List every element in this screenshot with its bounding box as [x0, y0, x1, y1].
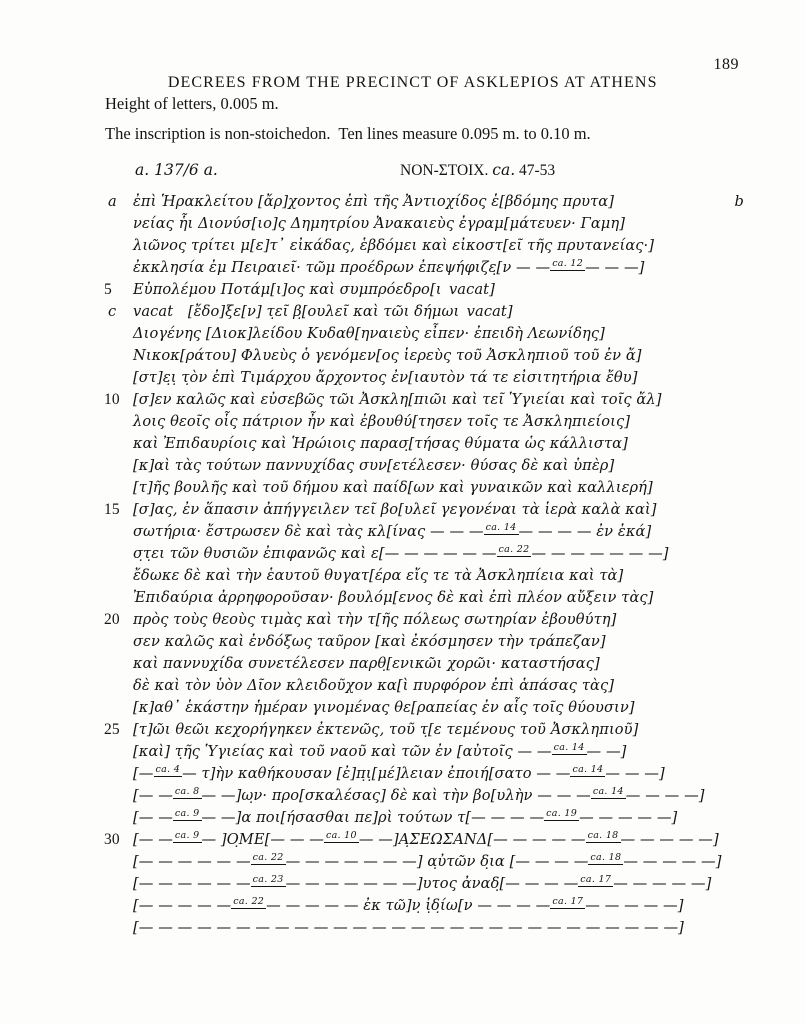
line-text: σωτήρια· ἔστρωσεν δὲ καὶ τὰς κλ[ίνας — — — ca. 14 — — — — ἐν ἑκά]	[133, 522, 652, 540]
lacuna-size-annotation: ca. 19	[546, 808, 578, 819]
lacuna-size-annotation: ca. 9	[174, 808, 200, 819]
line-text: [τ]ῶι θεῶι κεχορήγηκεν ἐκτενῶς, τοῦ τ̣[ε τεμένους τοῦ Ἀσκληπιοῦ]	[133, 721, 639, 738]
stoich-prefix: ΝΟΝ-ΣΤΟΙΧ.	[400, 162, 493, 179]
line-text: [σ]εν καλῶς καὶ εὐσεβῶς τῶι Ἀσκλη[πιῶι καὶ τεῖ Ὑγιείαι καὶ τοῖς ἄλ]	[133, 391, 662, 408]
line-margin-label: c	[108, 303, 117, 320]
line-text: [σ]ας, ἐν ἅπασιν ἀπήγγειλεν τεῖ βο[υλεῖ γεγονέναι τὰ ἱερὰ καλὰ καὶ]	[133, 501, 657, 518]
line-text: λοις θεοῖς οἷς πάτριον ἦν καὶ ἐβουθύ[τησεν τοῖς τε Ἀσκληπιείοις]	[133, 413, 631, 430]
lacuna-size-annotation: ca. 14	[485, 522, 517, 533]
inscription-line	[100, 257, 746, 279]
inscription-line	[100, 367, 746, 389]
lacuna-size-annotation: ca. 18	[587, 830, 619, 841]
inscription-line	[100, 851, 746, 873]
line-text: [— — — — — — — — — — — — — — — — — — — — — — — — — — — —]	[133, 919, 684, 936]
inscription-line	[100, 477, 746, 499]
line-text: vacat [ἔδο]ξε[ν] τ̣εῖ β̣[ουλεῖ καὶ τῶι δήμωι vacat]	[133, 303, 513, 320]
line-text: Εὐπολέμου Ποτάμ[ι]ος καὶ συμπρόεδρο[ι vacat]	[133, 281, 495, 298]
line-text: [— — ca. 9 — —]α ποι[ήσασθαι πε]ρὶ τούτων τ[— — — — ca. 19 — — — — —]	[133, 808, 678, 826]
line-margin-label: a	[108, 193, 117, 210]
line-text: [— — — — — — ca. 22 — — — — — — —] α̣ὐτῶν δ̣ια [— — — — ca. 18 — — — — —]	[133, 852, 722, 870]
line-text: νείας ἧι Διονύσ[ιο]ς Δημητρίου Ἀνακαιεὺς ἐγραμ[μάτευεν· Γαμη]	[133, 215, 626, 232]
line-number: 25	[104, 721, 120, 738]
inscription-line	[100, 323, 746, 345]
inscription-line	[100, 785, 746, 807]
line-text: [καὶ] τ̣ῆς Ὑγιείας καὶ τοῦ ναοῦ καὶ τῶν ἐν [αὐτοῖς — — ca. 14 — —]	[133, 742, 627, 760]
line-text: σεν καλῶς καὶ ἐνδόξως ταῦρον [καὶ ἐκόσμησεν τὴν τράπεζαν]	[133, 633, 606, 650]
line-text: [— ca. 4 — τ]ὴν καθήκουσαν [ἐ]π̣ι̣[μέ]λειαν ἐποιή[σατο — — ca. 14 — — —]	[133, 764, 665, 782]
lacuna-size-annotation: ca. 22	[252, 852, 284, 863]
inscription-line	[100, 389, 746, 411]
inscription-line	[100, 653, 746, 675]
note-stoichedon: The inscription is non-stoichedon. Ten lines measure 0.095 m. to 0.10 m.	[105, 124, 591, 143]
inscription-line	[100, 521, 746, 543]
line-text: ἐκκλησία ἐμ Πειραιεῖ· τῶμ προέδρων ἐπεψήφιζε̣[ν — — ca. 12 — — —]	[133, 258, 645, 276]
inscription-line	[100, 433, 746, 455]
inscription-line	[100, 499, 746, 521]
note-letter-height: Height of letters, 0.005 m.	[105, 94, 279, 113]
line-number: 30	[104, 831, 120, 848]
inscription-line	[100, 213, 746, 235]
lacuna-size-annotation: ca. 10	[325, 830, 357, 841]
stoich-ca: ca.	[492, 161, 516, 179]
lacuna-size-annotation: ca. 23	[252, 874, 284, 885]
line-text: καὶ Ἐπιδαυρίοις καὶ Ἡρώιοις παρασ̣[τήσας θύματα ὡς κάλλιστα]	[133, 435, 628, 452]
line-text: ἐπὶ Ἡρακλείτου [ἄρ]χοντος ἐπὶ τῆς Ἀντιοχίδος ἑ[βδόμης πρυτα]	[133, 193, 615, 210]
lacuna-size-annotation: ca. 18	[590, 852, 622, 863]
line-text: [τ]ῆς βουλῆς καὶ τοῦ δήμου καὶ παίδ[ων καὶ γυναικῶν καὶ καλλιερή]	[133, 479, 653, 496]
lacuna-size-annotation: ca. 9	[174, 830, 200, 841]
lacuna-size-annotation: ca. 22	[233, 896, 265, 907]
line-text: [κ]αθ᾽ ἑκάστην ἡμέραν γινομένας θε[ραπείας ἐν αἷς τοῖς θύουσιν]	[133, 699, 635, 716]
inscription-line	[100, 763, 746, 785]
line-text: [— — ca. 8 — —]ω̣ν· προ[σκαλέσας] δὲ καὶ τὴν βο[υλὴν — — — ca. 14 — — — —]	[133, 786, 705, 804]
line-text: Νικοκ[ράτου] Φλυεὺς ὁ γενόμεν[ος ἱερεὺς τοῦ Ἀσκληπιοῦ τοῦ ἐν ἄ]	[133, 347, 642, 364]
line-right-margin-label: b	[734, 193, 744, 210]
line-number: 5	[104, 281, 112, 298]
inscription-line	[100, 829, 746, 851]
inscription-line	[100, 917, 746, 939]
inscription-line	[100, 697, 746, 719]
line-text: [στ]ε̣ι̣ τ̣ὸν ἐπὶ Τιμάρχου ἄρχοντος ἐν[ιαυτὸν τά τε εἰσιτητήρια ἔθυ]	[133, 369, 638, 386]
line-text: [— — — — — — ca. 23 — — — — — — —]υτος ἀναδ̣[— — — — ca. 17 — — — — —]	[133, 874, 712, 892]
inscription-line	[100, 741, 746, 763]
inscription-block	[100, 191, 746, 939]
line-text: δὲ καὶ τὸν ὑὸν Δῖον κλειδοῦχον κα[ὶ πυρφόρον ἐπὶ ἁπάσας τὰς]	[133, 677, 615, 694]
line-text: καὶ παννυχίδα συνετέλεσεν παρθ̣[ενικῶι χορῶι· καταστήσας]	[133, 655, 600, 672]
inscription-line	[100, 631, 746, 653]
inscription-line	[100, 279, 746, 301]
lacuna-size-annotation: ca. 12	[552, 258, 584, 269]
inscription-line	[100, 235, 746, 257]
inscription-line	[100, 301, 746, 323]
line-text: σ̣τ̣ει τῶν θυσιῶν ἐπιφανῶς καὶ ε[— — — — — — ca. 22 — — — — — — —]	[133, 544, 669, 562]
inscription-line	[100, 411, 746, 433]
line-text: Διογένης [Διοκ]λείδου Κυδαθ[ηναιεὺς εἶπεν· ἐπειδὴ Λεωνίδης]	[133, 325, 605, 342]
line-text: πρὸς τοὺς θεοὺς τιμὰς καὶ τὴν τ[ῆς πόλεως σωτηρίαν ἐβουθύτη]	[133, 611, 617, 628]
date-label: a. 137/6 a.	[135, 161, 218, 179]
inscription-line	[100, 455, 746, 477]
line-text: [— — ca. 9 — ]Ο̣ΜΕ[— — — ca. 10 — —]Α̣ΣΕΩΣΑΝΔ[— — — — — ca. 18 — — — — —]	[133, 830, 719, 848]
inscription-line	[100, 807, 746, 829]
stoich-range: 47-53	[515, 162, 556, 179]
page-number: 189	[713, 56, 739, 73]
page-title: DECREES FROM THE PRECINCT OF ASKLEPIOS AT ATHENS	[167, 74, 658, 91]
lacuna-size-annotation: ca. 14	[553, 742, 585, 753]
inscription-line	[100, 191, 746, 213]
line-text: λιῶνος τρίτει μ[ε]τ᾽ εἰκάδας, ἑβδόμει καὶ εἰκοστ[εῖ τῆς πρυτανείας·]	[133, 237, 655, 254]
inscription-line	[100, 895, 746, 917]
line-text: Ἐπιδαύρια ἀρρηφοροῦσαν· βουλόμ[ενος δὲ καὶ ἐπὶ πλέον αὔξειν τὰς]	[133, 589, 654, 606]
inscription-line	[100, 587, 746, 609]
lacuna-size-annotation: ca. 14	[592, 786, 624, 797]
inscription-line	[100, 609, 746, 631]
lacuna-size-annotation: ca. 17	[552, 896, 584, 907]
lacuna-size-annotation: ca. 17	[580, 874, 612, 885]
line-text: [— — — — — ca. 22 — — — — — ἐκ τῶ]ν̣ ἰ̣δ̣ίω[ν — — — — ca. 17 — — — — —]	[133, 896, 684, 914]
inscription-line	[100, 719, 746, 741]
lacuna-size-annotation: ca. 14	[572, 764, 604, 775]
lacuna-size-annotation: ca. 8	[174, 786, 200, 797]
line-text: [κ]αὶ τὰς τούτων παννυχίδας συν[ετέλεσεν· θύσας δὲ καὶ ὑπὲρ]	[133, 457, 615, 474]
line-number: 10	[104, 391, 120, 408]
stoich-label	[400, 161, 555, 180]
inscription-line	[100, 543, 746, 565]
line-number: 20	[104, 611, 120, 628]
lacuna-size-annotation: ca. 22	[498, 544, 530, 555]
inscription-line	[100, 675, 746, 697]
inscription-line	[100, 345, 746, 367]
line-text: ἔδωκε δὲ καὶ τὴν ἑαυτοῦ θυγατ[έρα εἴς τε τὰ Ἀσκληπίεια καὶ τὰ]	[133, 567, 624, 584]
lacuna-size-annotation: ca. 4	[155, 764, 181, 775]
line-number: 15	[104, 501, 120, 518]
inscription-line	[100, 873, 746, 895]
inscription-line	[100, 565, 746, 587]
